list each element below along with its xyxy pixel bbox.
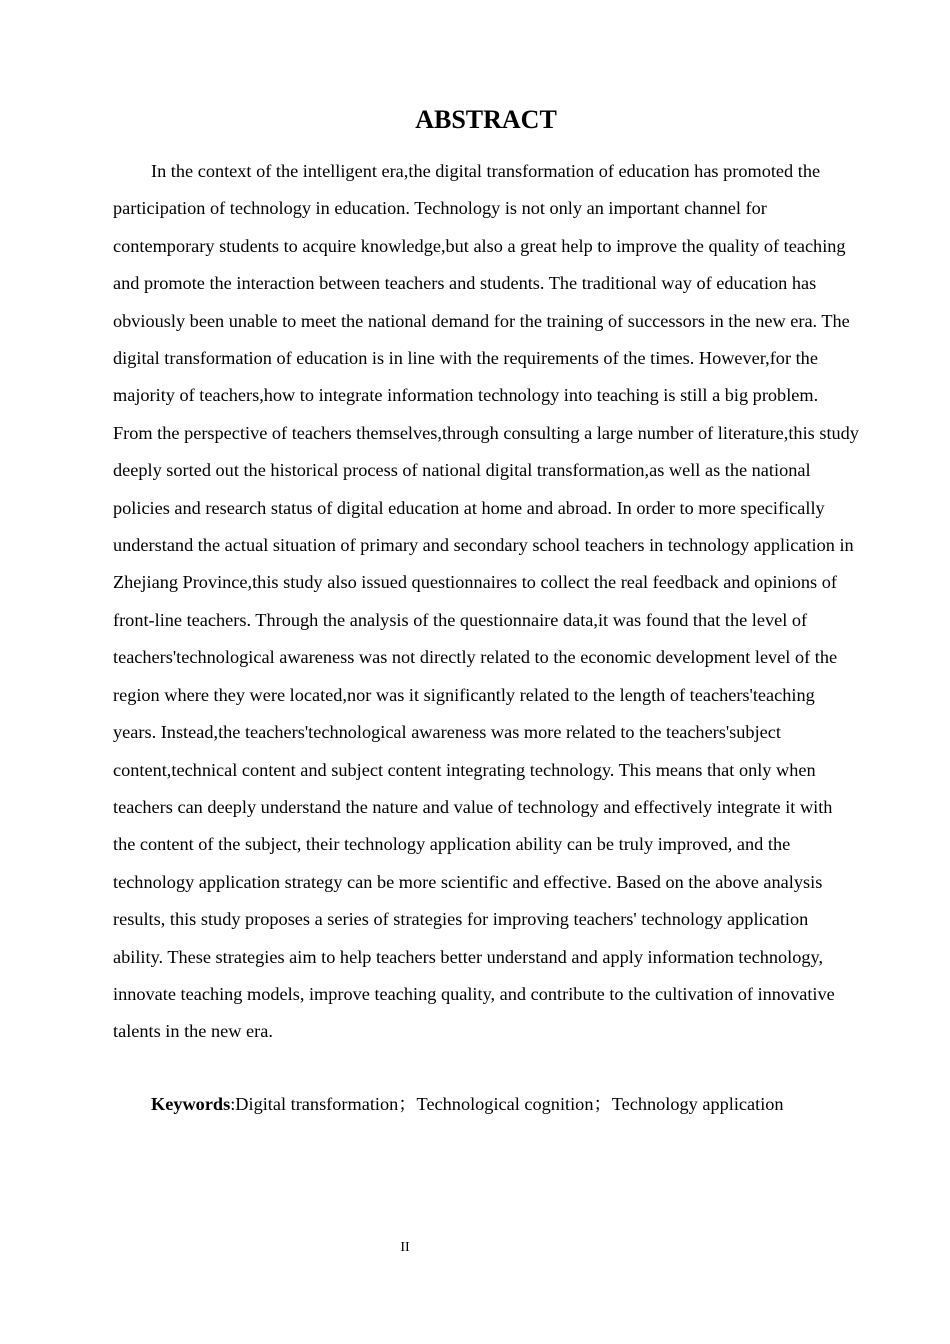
page-number: II [400,1240,410,1255]
keywords-label: Keywords [151,1094,231,1114]
abstract-title: ABSTRACT [415,105,557,134]
keywords-list: :Digital transformation；Technological cognition；Technology application [230,1094,784,1114]
keywords-line [151,1086,871,1123]
abstract-body-paragraph: In the context of the intelligent era,the digital transformation of education has promoted the participation of technology in education. Technology is not only an important channel for contemporary students to acquire knowledge,but also a great help to improve the quality of teaching and promote the interaction between teachers and students. The traditional way of education has obviously been unable to meet the national demand for the training of successors in the new era. The digital transformation of education is in line with the requirements of the times. However,for the majority of teachers,how to integrate information technology into teaching is still a big problem. From the perspective of teachers themselves,through consulting a large number of literature,this study deeply sorted out the historical process of national digital transformation,as well as the national policies and research status of digital education at home and abroad. In order to more specifically understand the actual situation of primary and secondary school teachers in technology application in Zhejiang Province,this study also issued questionnaires to collect the real feedback and opinions of front-line teachers. Through the analysis of the questionnaire data,it was found that the level of teachers'technological awareness was not directly related to the economic development level of the region where they were located,nor was it significantly related to the length of teachers'teaching years. Instead,the teachers'technological awareness was more related to the teachers'subject content,technical content and subject content integrating technology. This means that only when teachers can deeply understand the nature and value of technology and effectively integrate it with the content of the subject, their technology application ability can be truly improved, and the technology application strategy can be more scientific and effective. Based on the above analysis results, this study proposes a series of strategies for improving teachers' technology application ability. These strategies aim to help teachers better understand and apply information technology, innovate teaching models, improve teaching quality, and contribute to the cultivation of innovative talents in the new era. [113,161,859,1042]
